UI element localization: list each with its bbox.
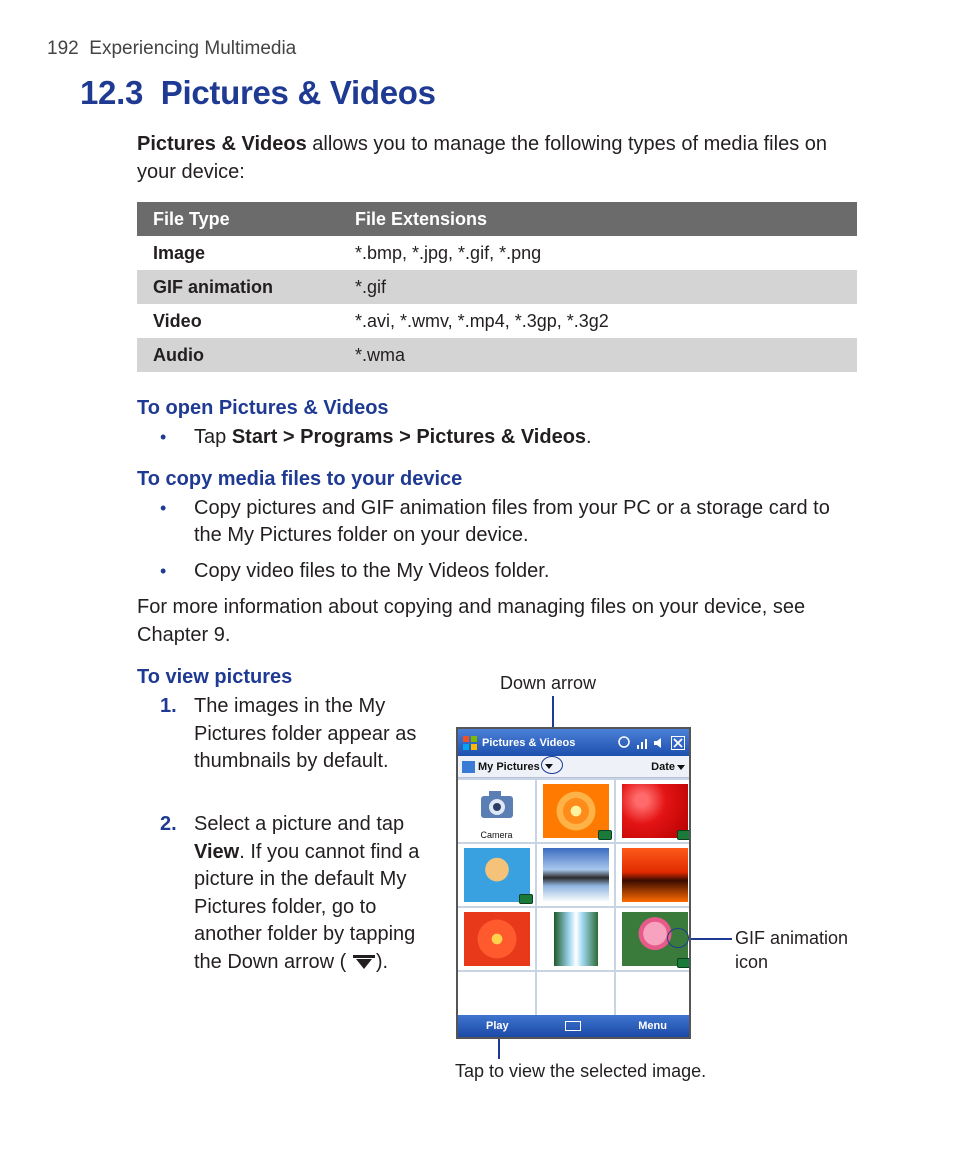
copy-bullet-1 [160, 495, 860, 549]
view-step-1-text: The images in the My Pictures folder appear as thumbnails by default. [194, 695, 417, 772]
view-step-2 [160, 811, 430, 976]
table-row [137, 304, 857, 338]
gif-animation-icon [677, 958, 691, 968]
down-arrow-highlight [541, 756, 563, 774]
device-title: Pictures & Videos [482, 736, 576, 749]
thumbnail-image[interactable] [537, 844, 614, 906]
gif-animation-icon [598, 830, 612, 840]
thumbnail-image[interactable] [537, 780, 614, 842]
device-folder-bar [458, 756, 689, 778]
thumbnail-grid [458, 778, 689, 1039]
step-number: 2. [160, 813, 177, 835]
table-header-cell: File Type [137, 202, 339, 236]
thumbnail-image[interactable] [616, 780, 691, 842]
folder-name: My Pictures [478, 760, 540, 773]
table-cell: Audio [137, 338, 339, 372]
thumbnail-image[interactable] [616, 844, 691, 906]
gif-animation-icon [677, 830, 691, 840]
section-name: Experiencing Multimedia [89, 38, 297, 59]
more-info-paragraph: For more information about copying and managing files on your device, see Chapter 9. [137, 596, 806, 646]
callout-tap-view: Tap to view the selected image. [455, 1061, 707, 1081]
chapter-name: Pictures & Videos [160, 74, 436, 111]
gif-icon-highlight [667, 928, 689, 948]
copy-bullet-2 [160, 558, 860, 585]
bullet-dot: • [160, 561, 167, 581]
sort-selector[interactable] [651, 761, 685, 773]
close-icon[interactable] [671, 736, 685, 750]
view-step-2-post: . If you cannot find a picture in the default My Pictures folder, go to another folder by tapping the Down arrow ( [194, 840, 420, 973]
down-arrow-icon [352, 954, 376, 970]
table-cell: *.gif [339, 270, 857, 304]
intro-paragraph [137, 130, 857, 186]
view-step-1 [160, 693, 430, 776]
chevron-down-icon [677, 765, 685, 770]
table-row [137, 338, 857, 372]
thumbnail-image[interactable] [458, 844, 535, 906]
connectivity-icon[interactable] [617, 736, 631, 750]
signal-icon[interactable] [635, 736, 649, 750]
view-step-2-bold: View [194, 840, 240, 863]
callout-line-gif-icon [688, 938, 732, 940]
bullet-dot: • [160, 498, 167, 518]
page-number: 192 [47, 38, 79, 59]
table-cell: *.bmp, *.jpg, *.gif, *.png [355, 242, 542, 263]
copy-bullet-2-text: Copy video files to the My Videos folder. [194, 560, 550, 582]
thumbnail-image[interactable] [537, 908, 614, 970]
open-heading: To open Pictures & Videos [137, 397, 389, 419]
table-cell: GIF animation [137, 270, 339, 304]
table-header-cell: File Extensions [339, 202, 857, 236]
bullet-dot: • [160, 427, 167, 447]
table-row [137, 236, 857, 270]
menu-softkey[interactable]: Menu [638, 1020, 667, 1032]
copy-bullet-1-text: Copy pictures and GIF animation files from your PC or a storage card to the My Pictures folder on your device. [194, 497, 830, 546]
camera-icon [477, 788, 517, 820]
windows-start-icon[interactable] [462, 735, 478, 751]
gif-animation-icon [519, 894, 533, 904]
folder-icon [462, 761, 475, 773]
device-soft-key-bar [458, 1015, 689, 1037]
open-bullet [160, 424, 860, 451]
play-softkey[interactable]: Play [486, 1020, 509, 1032]
file-type-table [137, 202, 857, 372]
keyboard-icon[interactable] [565, 1021, 581, 1031]
intro-bold: Pictures & Videos [137, 133, 307, 155]
volume-icon[interactable] [653, 736, 667, 750]
intro-text: allows you to manage the following types of media files on your device: [137, 133, 827, 183]
chapter-title [80, 74, 436, 112]
view-step-2-end: ). [375, 950, 389, 973]
chapter-number: 12.3 [80, 74, 144, 111]
open-bullet-bold: Start > Programs > Pictures & Videos [231, 426, 587, 448]
table-cell: *.avi, *.wmv, *.mp4, *.3gp, *.3g2 [355, 310, 609, 331]
view-heading: To view pictures [137, 666, 293, 688]
table-header-row [137, 202, 857, 236]
table-cell: Image [153, 242, 206, 263]
device-screen [456, 727, 691, 1039]
view-step-2-pre: Select a picture and tap [194, 813, 405, 835]
device-title-bar [458, 729, 689, 756]
copy-heading: To copy media files to your device [137, 468, 463, 490]
open-bullet-suffix: . [586, 426, 592, 448]
table-cell: *.wma [339, 338, 857, 372]
callout-down-arrow: Down arrow [500, 673, 597, 693]
table-row [137, 270, 857, 304]
step-number: 1. [160, 695, 177, 717]
running-head [47, 38, 296, 60]
table-cell: Video [153, 310, 202, 331]
sort-label: Date [651, 760, 675, 773]
callout-line-tap-view [498, 1038, 500, 1059]
thumbnail-camera[interactable] [458, 780, 535, 842]
callout-gif-icon: GIF animation icon [735, 928, 849, 972]
open-bullet-prefix: Tap [194, 426, 232, 448]
camera-label: Camera [480, 830, 513, 840]
thumbnail-image[interactable] [458, 908, 535, 970]
